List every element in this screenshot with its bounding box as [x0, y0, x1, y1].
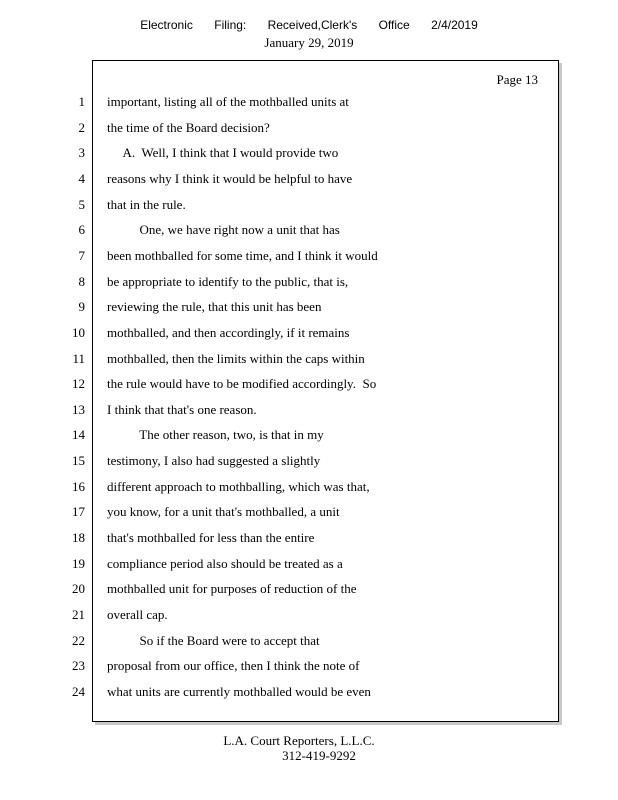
line-text: overall cap. — [107, 607, 168, 622]
line-text: the rule would have to be modified accordingly. So — [107, 376, 377, 391]
line-text: different approach to mothballing, which was that, — [107, 479, 370, 494]
line-number: 22 — [72, 633, 85, 648]
filing-label: Filing: — [214, 18, 247, 32]
line-number: 18 — [72, 530, 85, 545]
line-number: 11 — [72, 351, 85, 366]
line-number: 9 — [78, 299, 85, 314]
line-text: The other reason, two, is that in my — [107, 427, 324, 442]
line-text: reasons why I think it would be helpful to have — [107, 171, 353, 186]
line-text: mothballed, then the limits within the caps within — [107, 351, 365, 366]
line-number: 8 — [78, 274, 85, 289]
line-text: compliance period also should be treated as a — [107, 556, 343, 571]
page-number: Page 13 — [496, 72, 538, 87]
line-number: 4 — [78, 171, 85, 186]
line-text: be appropriate to identify to the public, that is, — [107, 274, 349, 289]
line-text: the time of the Board decision? — [107, 120, 270, 135]
line-number: 3 — [78, 145, 85, 160]
line-number: 10 — [72, 325, 85, 340]
reporter-phone: 312-419-9292 — [282, 748, 356, 763]
line-text: I think that that's one reason. — [107, 402, 257, 417]
filing-received: Received,Clerk's — [267, 18, 358, 32]
line-number: 19 — [72, 556, 85, 571]
line-text: mothballed, and then accordingly, if it remains — [107, 325, 350, 340]
line-text: you know, for a unit that's mothballed, a unit — [107, 504, 340, 519]
line-number: 16 — [72, 479, 85, 494]
line-number: 2 — [78, 120, 85, 135]
line-text: testimony, I also had suggested a slightly — [107, 453, 321, 468]
line-number: 17 — [72, 504, 85, 519]
line-number: 21 — [72, 607, 85, 622]
line-text: So if the Board were to accept that — [107, 633, 320, 648]
line-text: One, we have right now a unit that has — [107, 222, 340, 237]
line-text: mothballed unit for purposes of reduction of the — [107, 581, 357, 596]
line-number: 14 — [72, 427, 85, 442]
line-number: 24 — [72, 684, 85, 699]
line-number: 12 — [72, 376, 85, 391]
line-text: reviewing the rule, that this unit has been — [107, 299, 322, 314]
line-number: 20 — [72, 581, 85, 596]
line-text: that in the rule. — [107, 197, 186, 212]
transcript-date: January 29, 2019 — [264, 35, 354, 50]
filing-stamp — [0, 18, 618, 32]
reporter-name: L.A. Court Reporters, L.L.C. — [223, 733, 375, 748]
line-number: 13 — [72, 402, 85, 417]
line-number: 5 — [78, 197, 85, 212]
line-number: 15 — [72, 453, 85, 468]
line-number: 7 — [78, 248, 85, 263]
line-text: important, listing all of the mothballed units at — [107, 94, 349, 109]
line-text: A. Well, I think that I would provide two — [107, 145, 339, 160]
filing-office: Office — [378, 18, 410, 32]
line-number: 6 — [78, 222, 85, 237]
filing-electronic: Electronic — [140, 18, 193, 32]
line-text: that's mothballed for less than the entire — [107, 530, 315, 545]
line-number: 23 — [72, 658, 85, 673]
line-number: 1 — [78, 94, 85, 109]
line-text: proposal from our office, then I think the note of — [107, 658, 360, 673]
line-text: what units are currently mothballed would be even — [107, 684, 371, 699]
line-text: been mothballed for some time, and I think it would — [107, 248, 378, 263]
filing-date: 2/4/2019 — [431, 18, 478, 32]
